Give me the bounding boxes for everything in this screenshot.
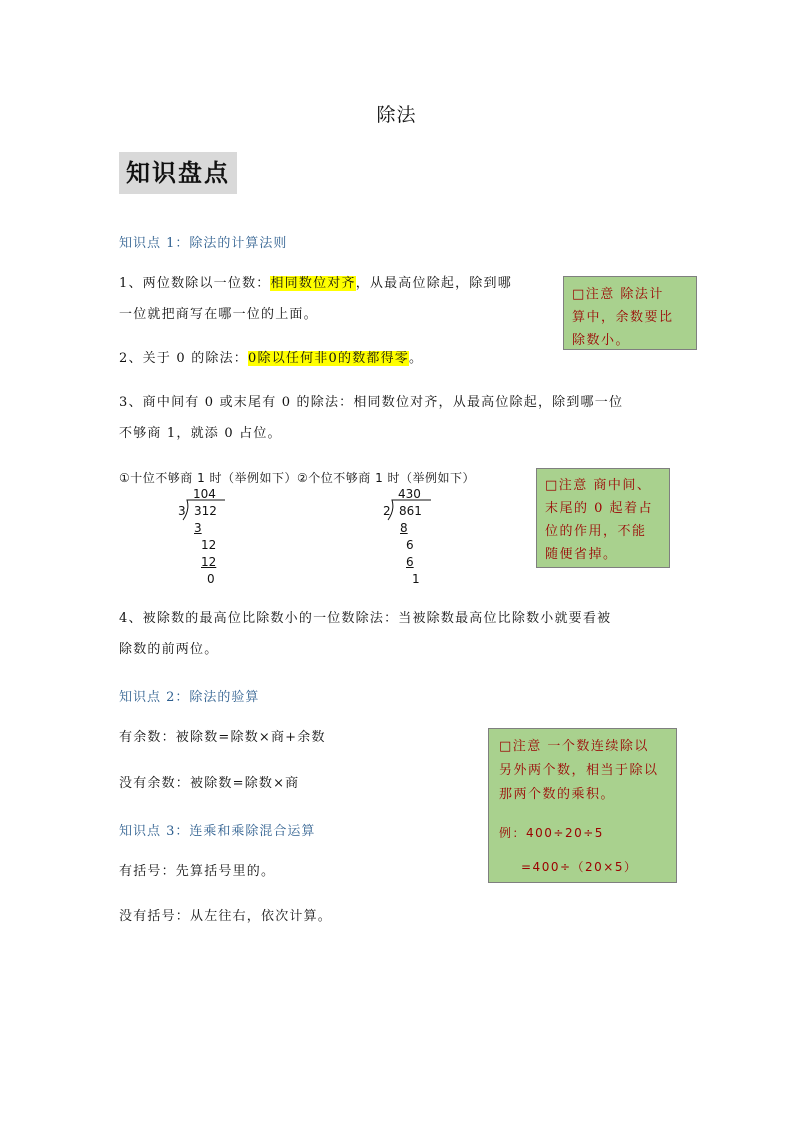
division-1-bracket: [183, 500, 233, 522]
division-1-step: 3: [194, 521, 202, 535]
note-line: 随便省掉。: [545, 547, 618, 562]
note-line: 算中，余数要比: [572, 310, 674, 325]
division-2-step: 6: [406, 555, 414, 569]
knowledge-point-3-heading: 知识点 3：连乘和乘除混合运算: [119, 824, 316, 839]
rule-3-paragraph: [119, 387, 699, 449]
note-line: □注意 商中间、: [545, 478, 652, 493]
rule-1-line-1: [119, 268, 559, 299]
note-continuous-division: [488, 728, 677, 883]
rule-4-paragraph: [119, 603, 699, 665]
note-remainder: [563, 276, 697, 350]
rule-1-highlight: 相同数位对齐: [270, 276, 356, 291]
rule-3-line-2: 不够商 1，就添 0 占位。: [119, 426, 282, 441]
division-2-step: 1: [412, 572, 420, 586]
section-banner: 知识盘点: [119, 152, 237, 194]
division-2-divisor: 2: [383, 504, 391, 518]
rule-2-highlight-d: 的数都得零: [338, 351, 410, 366]
division-2-quotient: 430: [398, 487, 421, 501]
division-1-quotient: 104: [193, 487, 216, 501]
rule-2-paragraph: [119, 343, 423, 374]
note-example-line-1: 例：400÷20÷5: [499, 826, 604, 840]
division-2-bracket: [388, 500, 438, 522]
check-with-remainder: 有余数：被除数=除数×商+余数: [119, 730, 326, 745]
knowledge-point-1-heading: 知识点 1：除法的计算法则: [119, 236, 288, 251]
page-title: 除法: [376, 104, 417, 126]
rule-4-line-2: 除数的前两位。: [119, 642, 219, 657]
knowledge-point-2-heading: 知识点 2：除法的验算: [119, 690, 260, 705]
note-line: 位的作用，不能: [545, 524, 647, 539]
rule-3-line-1: 3、商中间有 0 或末尾有 0 的除法：相同数位对齐，从最高位除起，除到哪一位: [119, 395, 624, 410]
note-line: □注意 除法计: [572, 287, 664, 302]
division-2-dividend: 861: [399, 504, 422, 518]
note-example-line-2: =400÷（20×5）: [521, 860, 638, 874]
rule-2-prefix: 2、关于 0 的除法：: [119, 351, 249, 366]
division-1-step: 12: [201, 538, 217, 552]
rule-1-paragraph: [119, 268, 559, 330]
division-2-step: 6: [406, 538, 414, 552]
rule-2-highlight-a: 0: [248, 351, 258, 366]
rule-4-line-1: 4、被除数的最高位比除数小的一位数除法：当被除数最高位比除数小就要看被: [119, 611, 612, 626]
division-2-step: 8: [400, 521, 408, 535]
rule-without-parentheses: 没有括号：从左往右，依次计算。: [119, 909, 333, 924]
example-label: ①十位不够商 1 时（举例如下）②个位不够商 1 时（举例如下）: [119, 471, 476, 485]
division-1-divisor: 3: [178, 504, 186, 518]
note-line: 除数小。: [572, 333, 631, 348]
note-line: □注意 一个数连续除以: [499, 739, 649, 754]
check-without-remainder: 没有余数：被除数=除数×商: [119, 776, 300, 791]
note-line: 末尾的 0 起着占: [545, 501, 654, 516]
rule-1-suffix: ，从最高位除起，除到哪: [355, 276, 512, 291]
rule-1-line-2: 一位就把商写在哪一位的上面。: [119, 307, 318, 322]
note-line: 另外两个数，相当于除以: [499, 763, 659, 778]
note-zero-placeholder: [536, 468, 670, 568]
note-line: 那两个数的乘积。: [499, 787, 616, 802]
division-1-dividend: 312: [194, 504, 217, 518]
rule-2-highlight-c: 0: [328, 351, 338, 366]
division-1-step: 0: [207, 572, 215, 586]
rule-2-highlight-b: 除以任何非: [257, 351, 329, 366]
division-1-step: 12: [201, 555, 217, 569]
rule-1-prefix: 1、两位数除以一位数：: [119, 276, 271, 291]
rule-with-parentheses: 有括号：先算括号里的。: [119, 864, 276, 879]
rule-2-suffix: 。: [409, 351, 424, 366]
